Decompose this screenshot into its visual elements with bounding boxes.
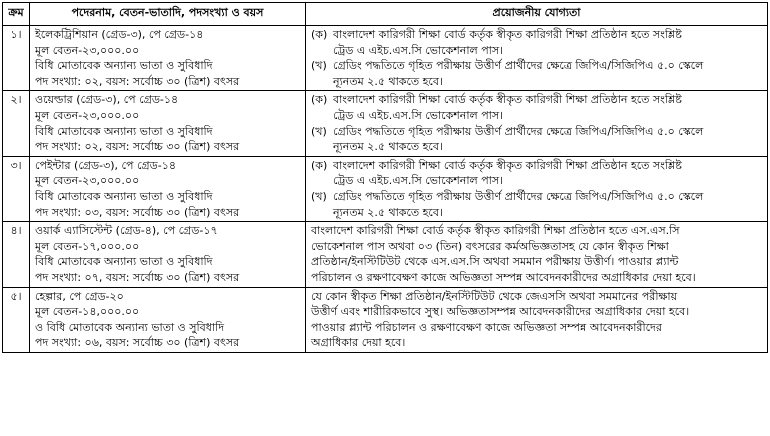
table-row bbox=[3, 222, 768, 287]
qualification-line: যে কোন স্বীকৃত শিক্ষা প্রতিষ্ঠান/ইনস্টিটিউট থেকে জেএসসি অথবা সমমানের পরীক্ষায় bbox=[311, 289, 678, 303]
table-row bbox=[3, 91, 768, 156]
post-details bbox=[30, 287, 306, 352]
table-row bbox=[3, 26, 768, 91]
item-text-cont: ন্যূনতম ২.৫ থাকতে হবে। bbox=[333, 74, 443, 88]
item-tag: (খ) bbox=[311, 59, 327, 73]
row-serial: ৩। bbox=[3, 156, 30, 221]
posts-and-age: পদ সংখ্যা: ০২, বয়স: সর্বোচ্চ ৩০ (ত্রিশ) বৎসর bbox=[35, 140, 240, 154]
posts-and-age: পদ সংখ্যা: ০৬, বয়স: সর্বোচ্চ ৩০ (ত্রিশ) বৎসর bbox=[35, 336, 240, 350]
item-text-cont: ট্রেড এ এইচ.এস.সি ভোকেশনাল পাস। bbox=[333, 43, 504, 57]
post-details bbox=[30, 222, 306, 287]
post-title: পেইন্টার (গ্রেড-৩), পে গ্রেড-১৪ bbox=[35, 158, 177, 172]
item-text-cont: ন্যূনতম ২.৫ থাকতে হবে। bbox=[333, 205, 443, 219]
allowances: বিধি মোতাবেক অন্যান্য ভাতা ও সুবিধাদি bbox=[35, 189, 213, 203]
item-tag: (ক) bbox=[311, 93, 328, 107]
qualification bbox=[306, 156, 768, 221]
header-serial: ক্রম bbox=[3, 3, 30, 26]
allowances: বিধি মোতাবেক অন্যান্য ভাতা ও সুবিধাদি bbox=[35, 59, 213, 73]
table-row bbox=[3, 287, 768, 352]
qualification bbox=[306, 26, 768, 91]
post-title: ওয়ার্ক এ্যাসিস্টেন্ট (গ্রেড-৪), পে গ্রেড-১৭ bbox=[35, 224, 218, 238]
qualification bbox=[306, 91, 768, 156]
basic-salary: মূল বেতন-১৭,০০০.০০ bbox=[35, 239, 140, 253]
qualification-line: পাওয়ার প্ল্যান্ট পরিচালন ও রক্ষণাবেক্ষণ কাজে অভিজ্ঞতা সম্পন্ন আবেদনকারীদের bbox=[311, 320, 662, 334]
posts-and-age: পদ সংখ্যা: ০২, বয়স: সর্বোচ্চ ৩০ (ত্রিশ) বৎসর bbox=[35, 74, 240, 88]
item-text-cont: ন্যূনতম ২.৫ থাকতে হবে। bbox=[333, 140, 443, 154]
qualification-line: প্রতিষ্ঠান/ইনস্টিটিউট থেকে এস.এস.সি অথবা সমমান পরীক্ষায় উত্তীর্ণ। পাওয়ার প্ল্যান্ট bbox=[311, 255, 679, 269]
item-text: গ্রেডিং পদ্ধতিতে গৃহিত পরীক্ষায় উত্তীর্ণ প্রার্থীদের ক্ষেত্রে জিপিএ/সিজিপিএ ৫.০ স্কেলে bbox=[333, 189, 704, 203]
qualification-item bbox=[311, 158, 762, 174]
item-text: বাংলাদেশ কারিগরী শিক্ষা বোর্ড কর্তৃক স্বীকৃত কারিগরী শিক্ষা প্রতিষ্ঠান হতে সংশ্লিষ্ট bbox=[333, 28, 682, 41]
item-text-cont: ট্রেড এ এইচ.এস.সি ভোকেশনাল পাস। bbox=[333, 108, 504, 122]
header-qualification: প্রয়োজনীয় যোগ্যতা bbox=[306, 3, 768, 26]
qualification-line: পরিচালন ও রক্ষণাবেক্ষণ কাজে অভিজ্ঞতা সম্পন্ন আবেদনকারীদের অগ্রাধিকার দেয়া হবে। bbox=[311, 270, 696, 284]
header-post: পদেরনাম, বেতন-ভাতাদি, পদসংখ্যা ও বয়স bbox=[30, 3, 306, 26]
basic-salary: মূল বেতন-১৪,০০০.০০ bbox=[35, 305, 140, 319]
post-title: ওয়েল্ডার (গ্রেড-৩), পে গ্রেড-১৪ bbox=[35, 93, 179, 107]
posts-and-age: পদ সংখ্যা: ০৭, বয়স: সর্বোচ্চ ৩০ (ত্রিশ) বৎসর bbox=[35, 270, 240, 284]
item-tag: (ক) bbox=[311, 158, 328, 172]
post-details bbox=[30, 26, 306, 91]
qualification-line: বাংলাদেশ কারিগরী শিক্ষা বোর্ড কর্তৃক স্বীকৃত কারিগরী শিক্ষা প্রতিষ্ঠান হতে এস.এস.সি bbox=[311, 224, 680, 238]
post-details bbox=[30, 156, 306, 221]
qualification bbox=[306, 287, 768, 352]
table-header-row bbox=[3, 3, 768, 26]
item-tag: (খ) bbox=[311, 124, 327, 138]
item-text: গ্রেডিং পদ্ধতিতে গৃহিত পরীক্ষায় উত্তীর্ণ প্রার্থীদের ক্ষেত্রে জিপিএ/সিজিপিএ ৫.০ স্কেলে bbox=[333, 59, 704, 73]
item-tag: (খ) bbox=[311, 189, 327, 203]
basic-salary: মূল বেতন-২৩,০০০.০০ bbox=[35, 174, 140, 188]
job-requirements-table bbox=[2, 2, 768, 353]
qualification-item bbox=[311, 27, 762, 43]
qualification-line: অগ্রাধিকার দেয়া হবে। bbox=[311, 336, 406, 350]
row-serial: ৫। bbox=[3, 287, 30, 352]
qualification-line: উত্তীর্ণ এবং শারীরিকভাবে সুস্থ। অভিজ্ঞতাসম্পন্ন আবেদনকারীদের অগ্রাধিকার দেয়া হবে। bbox=[311, 305, 690, 319]
row-serial: ৪। bbox=[3, 222, 30, 287]
row-serial: ১। bbox=[3, 26, 30, 91]
post-details bbox=[30, 91, 306, 156]
post-title: ইলেকট্রিশিয়ান (গ্রেড-৩), পে গ্রেড-১৪ bbox=[35, 28, 204, 41]
basic-salary: মূল বেতন-২৩,০০০.০০ bbox=[35, 43, 140, 57]
item-text: গ্রেডিং পদ্ধতিতে গৃহিত পরীক্ষায় উত্তীর্ণ প্রার্থীদের ক্ষেত্রে জিপিএ/সিজিপিএ ৫.০ স্কেলে bbox=[333, 124, 704, 138]
row-serial: ২। bbox=[3, 91, 30, 156]
qualification-line: ভোকেশনাল পাস অথবা ০৩ (তিন) বৎসরের কর্মঅভিজ্ঞতাসহ যে কোন স্বীকৃত শিক্ষা bbox=[311, 239, 669, 253]
qualification-item bbox=[311, 189, 762, 205]
allowances: ও বিধি মোতাবেক অন্যান্য ভাতা ও সুবিধাদি bbox=[35, 320, 225, 334]
item-text: বাংলাদেশ কারিগরী শিক্ষা বোর্ড কর্তৃক স্বীকৃত কারিগরী শিক্ষা প্রতিষ্ঠান হতে সংশ্লিষ্ট bbox=[333, 158, 682, 172]
qualification bbox=[306, 222, 768, 287]
item-text: বাংলাদেশ কারিগরী শিক্ষা বোর্ড কর্তৃক স্বীকৃত কারিগরী শিক্ষা প্রতিষ্ঠান হতে সংশ্লিষ্ট bbox=[333, 93, 682, 107]
allowances: বিধি মোতাবেক অন্যান্য ভাতা ও সুবিধাদি bbox=[35, 255, 213, 269]
allowances: বিধি মোতাবেক অন্যান্য ভাতা ও সুবিধাদি bbox=[35, 124, 213, 138]
item-text-cont: ট্রেড এ এইচ.এস.সি ভোকেশনাল পাস। bbox=[333, 174, 504, 188]
qualification-item bbox=[311, 124, 762, 140]
posts-and-age: পদ সংখ্যা: ০৩, বয়স: সর্বোচ্চ ৩০ (ত্রিশ) বৎসর bbox=[35, 205, 240, 219]
qualification-item bbox=[311, 92, 762, 108]
basic-salary: মূল বেতন-২৩,০০০.০০ bbox=[35, 108, 140, 122]
post-title: হেল্পার, পে গ্রেড-২০ bbox=[35, 289, 124, 303]
item-tag: (ক) bbox=[311, 28, 328, 41]
qualification-item bbox=[311, 58, 762, 74]
table-row bbox=[3, 156, 768, 221]
